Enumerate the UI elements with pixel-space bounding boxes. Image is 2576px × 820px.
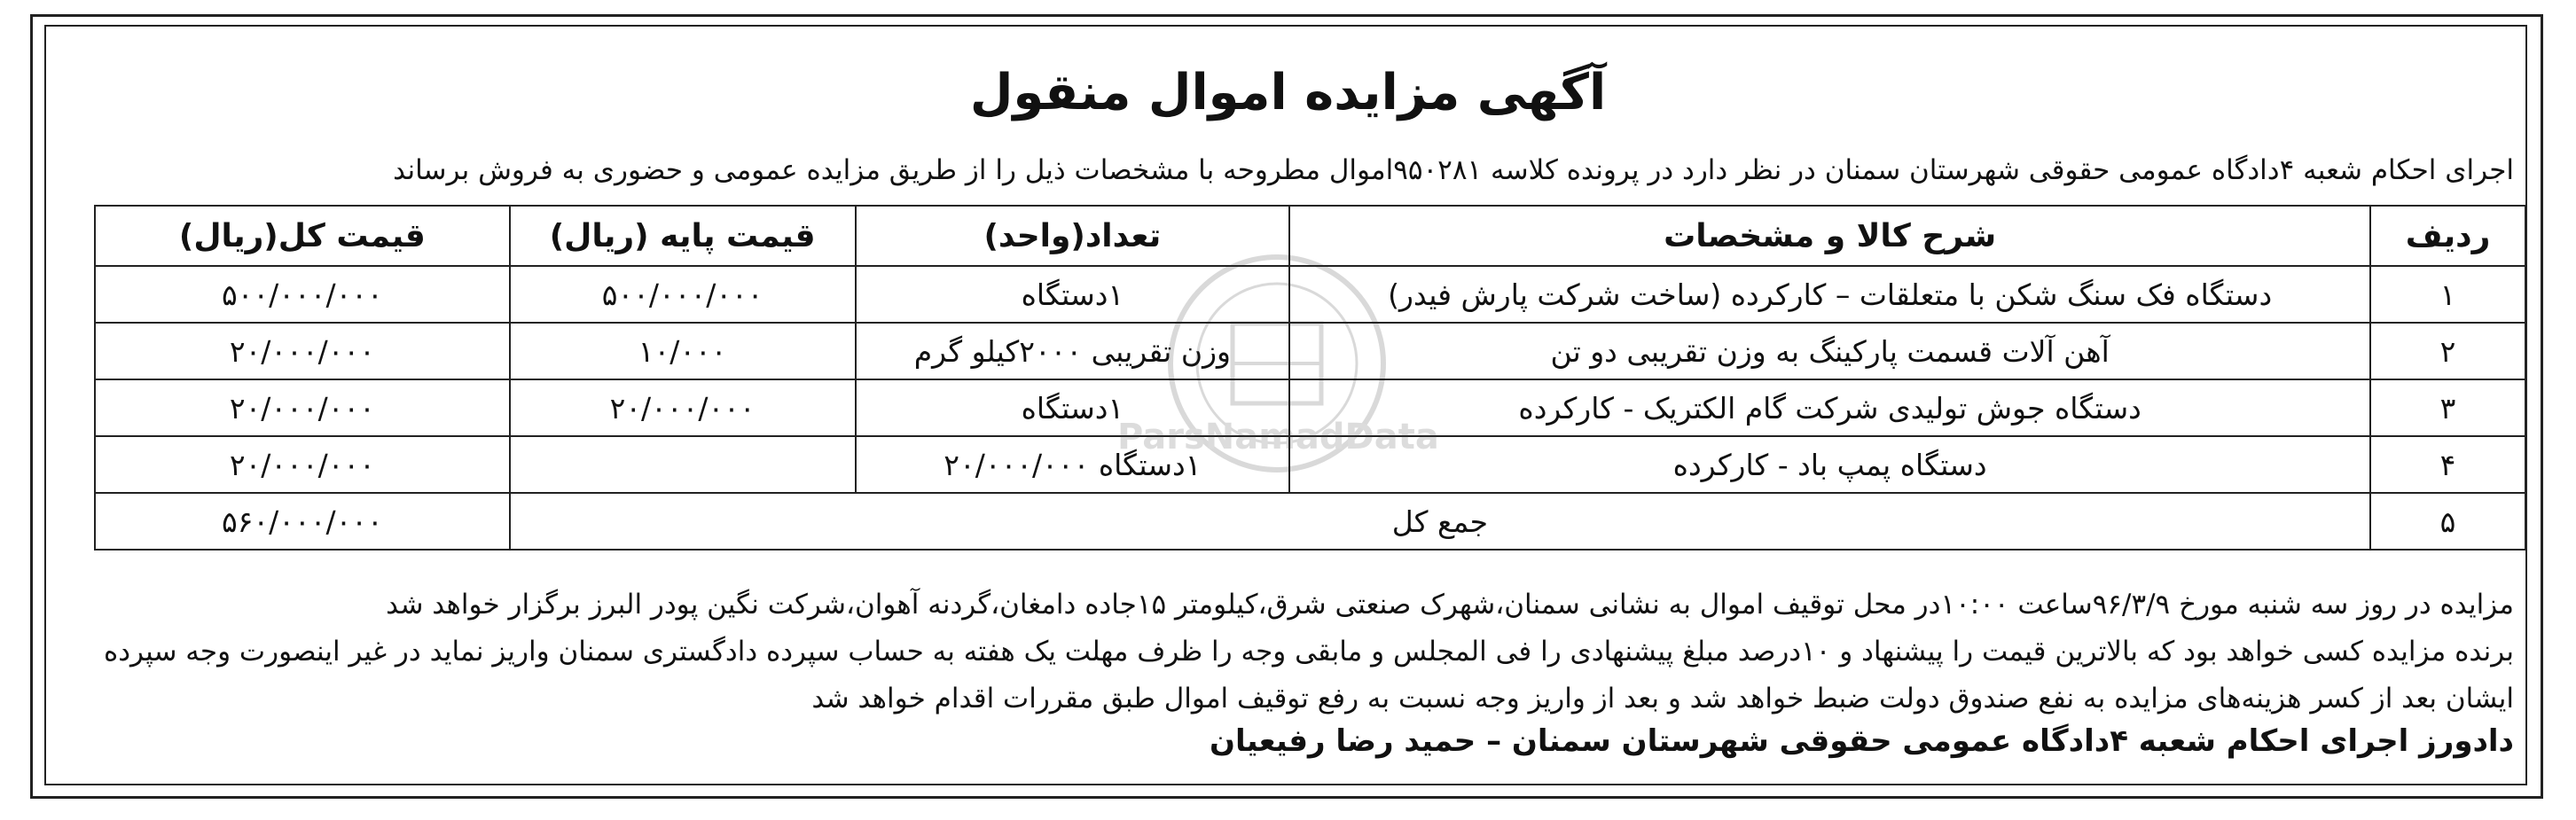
row-number: ۱: [2370, 266, 2525, 323]
row-total-price: ۲۰/۰۰۰/۰۰۰: [95, 436, 510, 493]
notice: [62, 32, 2514, 777]
row-description: دستگاه جوش تولیدی شرکت گام الکتریک - کارکرده: [1289, 379, 2370, 436]
notice-title: آگهی مزایده اموال منقول: [969, 64, 1607, 121]
header-quantity: تعداد(واحد): [856, 206, 1290, 266]
row-base-price: ۲۰/۰۰۰/۰۰۰: [510, 379, 856, 436]
row-base-price: ۵۰۰/۰۰۰/۰۰۰: [510, 266, 856, 323]
sum-row-number: ۵: [2370, 493, 2525, 550]
table-header-row: [95, 206, 2525, 266]
table-row: [95, 323, 2525, 379]
note-line: ایشان بعد از کسر هزینه‌های مزایده به نفع صندوق دولت ضبط خواهد شد و بعد از واریز وجه نسبت به رفع توقیف اموال طبق مقررات اقدام خواهد شد: [811, 683, 2514, 715]
note-line: برنده مزایده کسی خواهد بود که بالاترین قیمت را پیشنهاد و ۱۰درصد مبلغ پیشنهادی را فی المجلس و مابقی وجه را ظرف مهلت یک هفته به حساب سپرده دادگستری سمنان واریز نماید در غیر اینصورت وجه سپرده: [103, 636, 2514, 668]
table-row: [95, 379, 2525, 436]
row-base-price: [510, 436, 856, 493]
note-line: مزایده در روز سه شنبه مورخ ۹۶/۳/۹ساعت ۱۰:۰۰در محل توقیف اموال به نشانی سمنان،شهرک صنعتی شرق،کیلومتر ۱۵جاده دامغان،گردنه آهوان،شرکت نگین پودر البرز برگزار خواهد شد: [386, 589, 2514, 621]
header-row-number: ردیف: [2370, 206, 2525, 266]
row-total-price: ۵۰۰/۰۰۰/۰۰۰: [95, 266, 510, 323]
watermark-name: ParsNamadData: [1117, 417, 1439, 457]
header-description: شرح کالا و مشخصات: [1289, 206, 2370, 266]
row-number: ۴: [2370, 436, 2525, 493]
header-total-price: قیمت کل(ریال): [95, 206, 510, 266]
row-base-price: ۱۰/۰۰۰: [510, 323, 856, 379]
row-quantity: وزن تقریبی ۲۰۰۰کیلو گرم: [856, 323, 1290, 379]
signature: دادورز اجرای احکام شعبه ۴دادگاه عمومی حقوقی شهرستان سمنان – حمید رضا رفیعیان: [1209, 723, 2514, 759]
items-table: [94, 205, 2526, 551]
table-row: [95, 266, 2525, 323]
sum-total-price: ۵۶۰/۰۰۰/۰۰۰: [95, 493, 510, 550]
row-description: دستگاه فک سنگ شکن با متعلقات – کارکرده (ساخت شرکت پارش فیدر): [1289, 266, 2370, 323]
table-row: [95, 436, 2525, 493]
row-number: ۳: [2370, 379, 2525, 436]
row-quantity: ۱دستگاه ۲۰/۰۰۰/۰۰۰: [856, 436, 1290, 493]
header-base-price: قیمت پایه (ریال): [510, 206, 856, 266]
row-total-price: ۲۰/۰۰۰/۰۰۰: [95, 323, 510, 379]
row-quantity: ۱دستگاه: [856, 266, 1290, 323]
row-description: دستگاه پمپ باد - کارکرده: [1289, 436, 2370, 493]
notice-intro: اجرای احکام شعبه ۴دادگاه عمومی حقوقی شهرستان سمنان در نظر دارد در پرونده کلاسه ۹۵۰۲۸۱اموال مطروحه با مشخصات ذیل را از طریق مزایده عمومی و حضوری به فروش برساند: [393, 154, 2514, 186]
row-quantity: ۱دستگاه: [856, 379, 1290, 436]
row-total-price: ۲۰/۰۰۰/۰۰۰: [95, 379, 510, 436]
row-description: آهن آلات قسمت پارکینگ به وزن تقریبی دو تن: [1289, 323, 2370, 379]
sum-label: جمع کل: [510, 493, 2370, 550]
notice-notes: [62, 582, 2514, 722]
row-number: ۲: [2370, 323, 2525, 379]
table-sum-row: [95, 493, 2525, 550]
